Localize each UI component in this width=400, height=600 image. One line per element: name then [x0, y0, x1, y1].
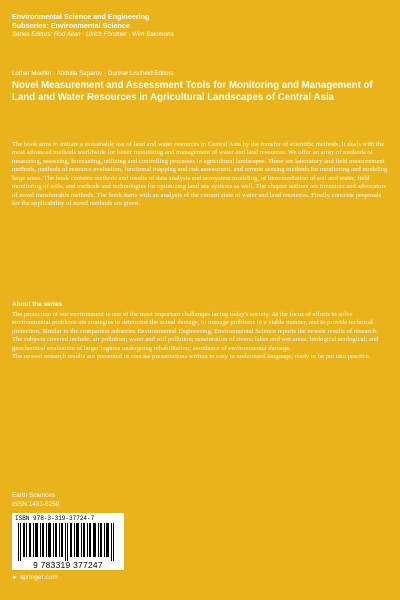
subject-info	[12, 491, 59, 509]
volume-editors: Lothar Mueller · Abdulla Saparov · Gunnar Lischeid Editors	[12, 70, 174, 77]
about-series-heading: About the series	[12, 301, 63, 308]
website-label: springer.com	[19, 574, 58, 581]
barcode-icon	[16, 523, 120, 561]
isbn-label: ISBN 978-3-319-37724-7	[15, 515, 95, 522]
about-paragraph: The subjects covered include: air pollution; water and soil pollution; renaturation of rivers; lakes and wet areas; biological ecological; and geochemical evaluation of larger regions undergoing rehabilitation; avoidance of environmental damage.	[12, 336, 379, 352]
series-editors: Series Editors: Rod Allan · Ulrich Förstner · Wim Salomons	[12, 31, 174, 39]
book-title: Novel Measurement and Assessment Tools for Monitoring and Management of Land and Water Resources in Agricultural Landscapes of Central Asia	[12, 80, 373, 103]
about-paragraph: The protection of our environment is one of the most important challenges facing today's society. At the focus of efforts to solve environmental problems are strategies to determine the actual damage, to manage problems in a viable manner, and to provide technical protection. Similar to the companion subseries Environmental Engineering, Environmental Science reports the newest results of research.	[12, 311, 378, 335]
series-name: Environmental Science and Engineering	[12, 12, 150, 21]
about-series-text	[12, 311, 388, 362]
subject-category: Earth Sciences	[12, 492, 55, 499]
springer-link[interactable]	[12, 574, 58, 581]
series-info	[12, 12, 387, 39]
arrow-right-icon: ►	[12, 574, 18, 581]
book-description: The book aims to initiate a sustainable use of land and water resources in Central Asia by the transfer of scientific methods. It deals with the most advanced methods worldwide for better monitoring and management of water and land resources. We offer an array of methods of measuring, assessing, forecasting, utilizing and controlling processes in agricultural landscapes. These are laboratory and field measurement methods, methods of resource evaluation, functional mapping and risk assessment, and remote sensing methods for monitoring and modeling large areas. The book contains methods and results of data analysis and ecosystem modeling, of bioremediation of soil and water, field monitoring of soils, and methods and technologies for optimizing land use systems as well. The chapter authors are inventors and advocators of novel transferrable methods. The book starts with an analysis of the current state of water and land resources. Finally concrete proposals for the applicability of novel methods are given.	[12, 141, 388, 208]
about-paragraph: The newest research results are presented in concise presentations written in easy to understand language, ready to be put into practice.	[12, 353, 371, 361]
subseries-name: Subseries: Environmental Science	[12, 21, 130, 31]
isbn-digits: 9 783319 377247	[33, 560, 103, 570]
issn: ISSN 1431-6250	[12, 501, 60, 508]
barcode-box	[12, 513, 124, 570]
